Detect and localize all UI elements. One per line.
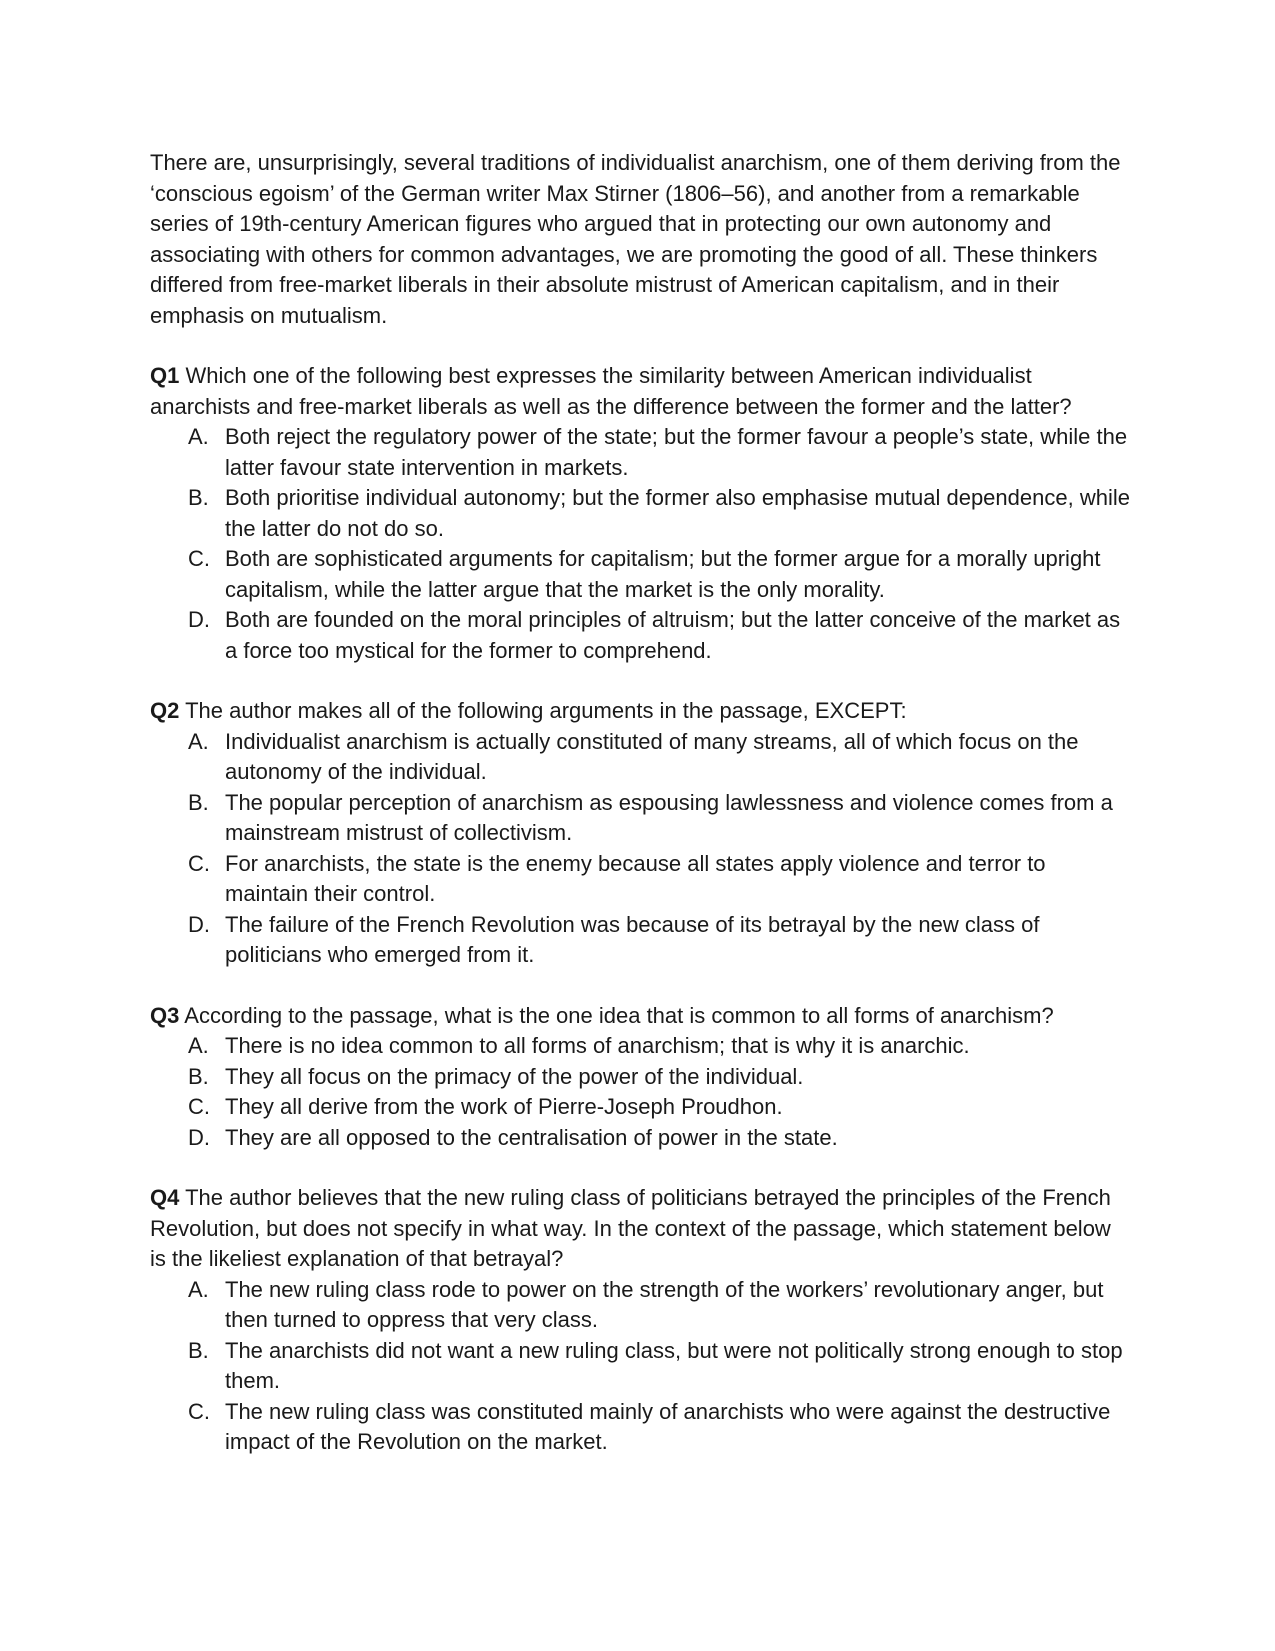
question-3	[150, 1001, 1130, 1154]
option-c	[150, 544, 1130, 605]
option-letter: A.	[188, 1276, 209, 1302]
question-stem	[150, 696, 1130, 727]
option-text: There is no idea common to all forms of anarchism; that is why it is anarchic.	[225, 1033, 970, 1058]
option-text: They are all opposed to the centralisation of power in the state.	[225, 1124, 838, 1150]
option-letter: C.	[188, 850, 210, 876]
option-letter: B.	[188, 1337, 209, 1363]
option-list	[150, 422, 1130, 666]
question-stem	[150, 1183, 1130, 1275]
option-letter: D.	[188, 607, 210, 632]
option-list	[150, 1031, 1130, 1153]
option-text: The popular perception of anarchism as espousing lawlessness and violence comes from a mainstream mistrust of collectivism.	[225, 789, 1113, 845]
option-text: Both are founded on the moral principles of altruism; but the latter conceive of the market as a force too mystical for the former to comprehend.	[225, 607, 1121, 663]
option-a	[150, 1275, 1130, 1336]
option-letter: A.	[188, 1033, 209, 1058]
option-d	[150, 910, 1130, 971]
option-letter: D.	[188, 911, 210, 937]
option-letter: C.	[188, 1398, 210, 1424]
option-text: Both are sophisticated arguments for capitalism; but the former argue for a morally upright capitalism, while the latter argue that the market is the only morality.	[225, 546, 1101, 602]
option-letter: D.	[188, 1124, 210, 1150]
question-1	[150, 361, 1130, 666]
option-d	[150, 1123, 1130, 1154]
option-b	[150, 483, 1130, 544]
question-number: Q3	[150, 1002, 180, 1028]
option-text: They all derive from the work of Pierre-Joseph Proudhon.	[225, 1094, 783, 1119]
option-c	[150, 1397, 1130, 1458]
question-text: The author believes that the new ruling class of politicians betrayed the principles of the French Revolution, but does not specify in what way. In the context of the passage, which statement below is the likeliest explanation of that betrayal?	[150, 1185, 1111, 1271]
question-4	[150, 1183, 1130, 1458]
document-page	[150, 148, 1130, 1488]
question-text: The author makes all of the following arguments in the passage, EXCEPT:	[185, 698, 907, 723]
option-letter: B.	[188, 789, 209, 815]
option-a	[150, 1031, 1130, 1062]
option-text: The new ruling class was constituted mainly of anarchists who were against the destructive impact of the Revolution on the market.	[225, 1398, 1111, 1454]
option-letter: C.	[188, 1094, 210, 1119]
question-text: Which one of the following best expresses the similarity between American individualist anarchists and free-market liberals as well as the difference between the former and the latter?	[150, 363, 1072, 419]
option-letter: B.	[188, 485, 209, 510]
option-letter: B.	[188, 1063, 209, 1089]
option-letter: A.	[188, 728, 209, 754]
option-list	[150, 727, 1130, 971]
option-text: They all focus on the primacy of the power of the individual.	[225, 1063, 804, 1089]
passage-paragraph: There are, unsurprisingly, several traditions of individualist anarchism, one of them deriving from the ‘conscious egoism’ of the German writer Max Stirner (1806–56), and another from a remarkable series of 19th-century American figures who argued that in protecting our own autonomy and associating with others for common advantages, we are promoting the good of all. These thinkers differed from free-market liberals in their absolute mistrust of American capitalism, and in their emphasis on mutualism.	[150, 150, 1121, 328]
question-number: Q1	[150, 363, 180, 388]
option-b	[150, 788, 1130, 849]
option-d	[150, 605, 1130, 666]
option-a	[150, 422, 1130, 483]
option-text: Both reject the regulatory power of the state; but the former favour a people’s state, while the latter favour state intervention in markets.	[225, 424, 1128, 480]
question-number: Q4	[150, 1185, 180, 1210]
question-text: According to the passage, what is the one idea that is common to all forms of anarchism?	[184, 1002, 1054, 1028]
option-a	[150, 727, 1130, 788]
question-stem	[150, 1001, 1130, 1032]
option-text: For anarchists, the state is the enemy because all states apply violence and terror to maintain their control.	[225, 850, 1046, 906]
question-number: Q2	[150, 698, 180, 723]
option-letter: C.	[188, 546, 210, 571]
question-2	[150, 696, 1130, 971]
option-b	[150, 1062, 1130, 1093]
option-b	[150, 1336, 1130, 1397]
option-text: Individualist anarchism is actually constituted of many streams, all of which focus on the autonomy of the individual.	[225, 728, 1079, 784]
option-c	[150, 1092, 1130, 1123]
option-text: The failure of the French Revolution was because of its betrayal by the new class of politicians who emerged from it.	[225, 911, 1040, 967]
option-c	[150, 849, 1130, 910]
option-text: Both prioritise individual autonomy; but the former also emphasise mutual dependence, while the latter do not do so.	[225, 485, 1130, 541]
option-letter: A.	[188, 424, 209, 449]
option-list	[150, 1275, 1130, 1458]
option-text: The anarchists did not want a new ruling class, but were not politically strong enough to stop them.	[225, 1337, 1123, 1393]
question-stem	[150, 361, 1130, 422]
option-text: The new ruling class rode to power on the strength of the workers’ revolutionary anger, but then turned to oppress that very class.	[225, 1276, 1104, 1332]
